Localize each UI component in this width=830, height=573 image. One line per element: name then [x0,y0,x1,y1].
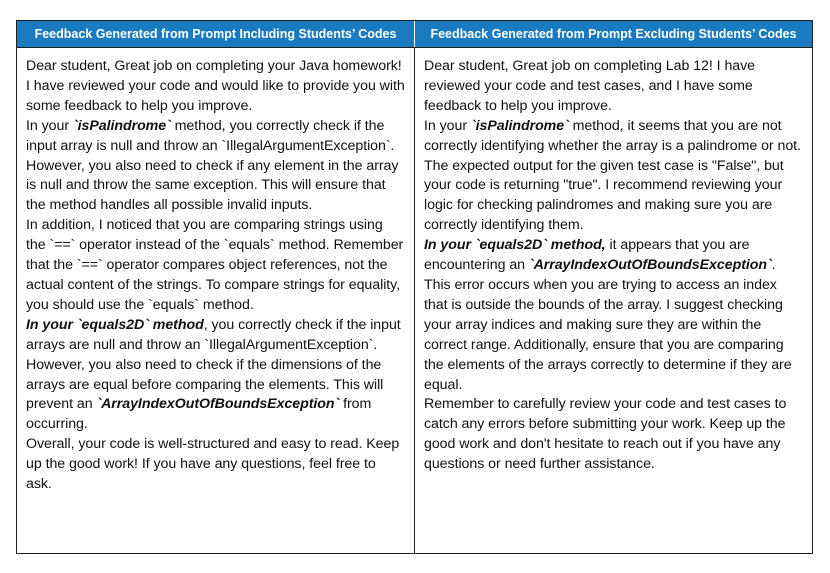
header-including-codes: Feedback Generated from Prompt Including Students’ Codes [34,27,397,41]
right-ispalindrome-term: `isPalindrome` [470,117,569,134]
right-ispalindrome-paragraph [424,117,803,236]
right-p2-post: method, it seems that you are not correctly identifying whether the array is a palindrome or not. The expected output for the given test case is "False", but your code is returning "true". I recommend reviewing your logic for checking palindromes and making sure you are correctly identifying them. [424,117,801,234]
left-p2-pre: In your [26,117,73,134]
table-body-row [17,47,812,553]
header-excluding-codes: Feedback Generated from Prompt Excluding Students’ Codes [414,21,812,47]
right-p3-mid: it appears that you are encountering an [424,237,750,274]
right-equals2d-term: In your `equals2D` method, [424,237,606,254]
right-p3-post: . This error occurs when you are trying to access an index that is outside the bounds of the array. I suggest checking your array indices and making sure they are within the correct range. Additionally, ensure that you are comparing the elements of the arrays correctly to determine if they are equal. [424,257,792,393]
right-closing: Remember to carefully review your code and test cases to catch any errors before submitting your work. Keep up the good work and don't hesitate to reach out if you have any questions or need further assistance. [424,396,787,473]
right-equals2d-paragraph [424,236,803,395]
left-greeting: Dear student, Great job on completing your Java homework! I have reviewed your code and would like to provide you with some feedback to help you improve. [26,58,405,114]
left-ispalindrome-paragraph [26,117,405,217]
feedback-excluding-codes [414,48,812,553]
left-equals2d-paragraph [26,316,405,435]
left-closing: Overall, your code is well-structured and easy to read. Keep up the good work! If you have any questions, feel free to ask. [26,436,400,493]
table-header-row [17,21,812,47]
feedback-including-codes [17,48,414,553]
left-exception-term: `ArrayIndexOutOfBoundsException` [96,396,340,413]
feedback-comparison-table [16,20,813,554]
left-p4-post: from occurring. [26,396,372,433]
right-p2-pre: In your [424,117,471,134]
left-equals2d-term: In your `equals2D` method [26,316,204,333]
left-ispalindrome-term: `isPalindrome` [72,117,171,134]
right-exception-term: `ArrayIndexOutOfBoundsException` [528,257,772,274]
right-greeting: Dear student, Great job on completing Lab 12! I have reviewed your code and test cases, and I have some feedback to help you improve. [424,58,756,114]
left-p2-post: method, you correctly check if the input array is null and throw an `IllegalArgumentException`. However, you also need to check if any element in the array is null and throw the same exception. This will ensure that the method handles all possible invalid inputs. [26,117,399,214]
left-p4-mid: , you correctly check if the input arrays are null and throw an `IllegalArgumentException`. However, you also need to check if the dimensions of the arrays are equal before comparing the elements. This will prevent an [26,316,401,413]
left-string-compare-paragraph: In addition, I noticed that you are comparing strings using the `==` operator instead of the `equals` method. Remember that the `==` operator compares object references, not the actual content of the strings. To compare strings for equality, you should use the `equals` method. [26,217,404,313]
